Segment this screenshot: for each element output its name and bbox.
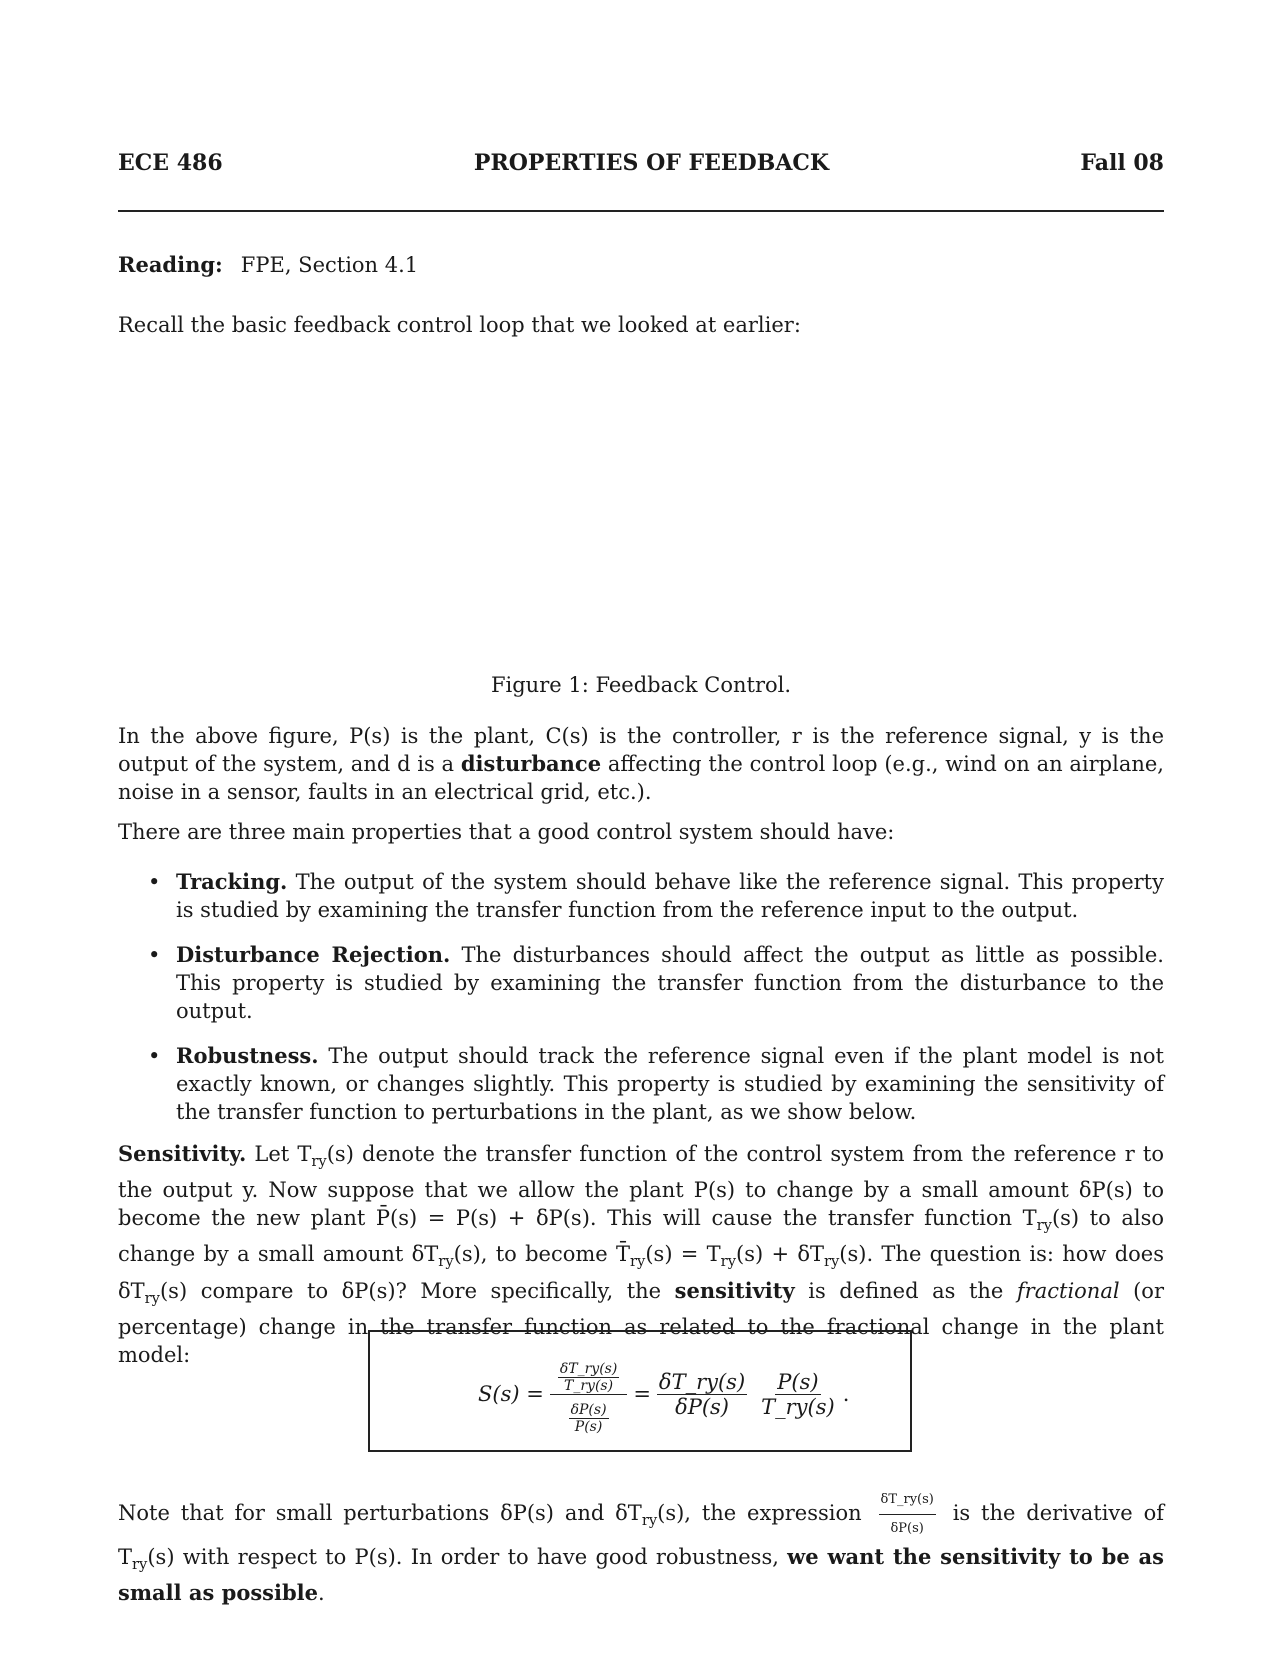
fraction-denominator: T_ry(s) — [761, 1394, 835, 1419]
intro-text: Recall the basic feedback control loop that we looked at earlier: — [118, 313, 801, 337]
subscript: ry — [630, 1253, 646, 1271]
nested-fraction — [550, 1354, 627, 1435]
header-rule — [118, 210, 1164, 212]
nested-fraction-numerator — [550, 1354, 627, 1395]
disturbance-term: disturbance — [460, 751, 602, 776]
reading-text: FPE, Section 4.1 — [240, 253, 419, 277]
property-text: The disturbances should affect the output as little as possible. This property is studied by examining the transfer function from the disturbance to the output. — [176, 943, 1164, 1023]
text-run: Note that for small perturbations δP(s) and δT — [118, 1501, 642, 1525]
paragraph-note — [118, 1486, 1164, 1607]
text-run: (s). The question is: how does δT — [118, 1242, 1164, 1303]
sensitivity-label: Sensitivity. — [118, 1141, 247, 1166]
equation-equals: = — [633, 1382, 651, 1406]
paragraph-plant — [118, 722, 1164, 806]
course-code: ECE 486 — [118, 150, 223, 176]
fraction-deltaT-over-deltaP — [657, 1370, 747, 1419]
reading-label: Reading: — [118, 252, 223, 277]
inline-fraction-denominator: δP(s) — [890, 1521, 924, 1536]
fraction-numerator: δT_ry(s) — [658, 1369, 746, 1394]
sensitivity-equation — [478, 1354, 849, 1434]
inner-bottom-den: P(s) — [574, 1418, 603, 1435]
reading-line — [118, 252, 418, 277]
text-run: (s) denote the transfer function of the control system from the reference r to the output y. Now suppose that we allow the plant P(s) to change by a small amount δP(s) to become the new plant P̄(s) = P(s) + δP(s). This will cause the transfer function T — [118, 1142, 1164, 1231]
list-item — [118, 941, 1164, 1025]
sensitivity-equation-box — [368, 1330, 912, 1452]
subscript: ry — [438, 1253, 454, 1271]
inline-fraction-numerator: δT_ry(s) — [879, 1486, 936, 1515]
subscript: ry — [311, 1153, 327, 1171]
fraction-denominator: δP(s) — [675, 1394, 729, 1419]
text-run: (s) compare to δP(s)? More specifically, the — [159, 1278, 675, 1303]
property-label: Disturbance Rejection. — [176, 942, 451, 967]
robustness-goal: we want the sensitivity to be as small as possible — [118, 1544, 1164, 1606]
fraction-P-over-T — [759, 1370, 837, 1419]
inner-top-num: δT_ry(s) — [559, 1360, 618, 1377]
text-run: (s) with respect to P(s). In order to have good robustness, — [147, 1545, 788, 1569]
equation-lhs: S(s) = — [478, 1382, 544, 1406]
text-run: (or percentage) change in the transfer function as related to the fractional change in the plant model: — [118, 1278, 1164, 1367]
text-run: (s) to also change by a small amount δT — [118, 1206, 1164, 1267]
properties-list — [118, 868, 1164, 1143]
text-run: . — [318, 1581, 325, 1606]
equation-period: . — [842, 1382, 850, 1406]
inline-fraction — [879, 1486, 936, 1543]
paragraph-plant-text-1: In the above figure, P(s) is the plant, C(s) is the controller, r is the reference signal, y is the output of the system, and d is a — [118, 724, 1164, 776]
list-item — [118, 1042, 1164, 1126]
figure-caption: Figure 1: Feedback Control. — [490, 673, 792, 697]
inner-fraction-bottom — [569, 1402, 609, 1435]
text-run: Let T — [254, 1142, 312, 1166]
page-header — [118, 150, 1164, 176]
sensitivity-term: sensitivity — [674, 1277, 795, 1303]
text-run: (s) + δT — [736, 1242, 824, 1267]
list-item — [118, 868, 1164, 924]
paragraph-plant-text-2: affecting the control loop (e.g., wind on an airplane, noise in a sensor, faults in an electrical grid, etc.). — [118, 752, 1164, 804]
text-run: (s), to become T̄ — [453, 1242, 631, 1267]
subscript: ry — [144, 1289, 160, 1307]
property-label: Robustness. — [176, 1043, 319, 1068]
nested-fraction-denominator — [561, 1395, 617, 1435]
paragraph-properties-intro: There are three main properties that a good control system should have: — [118, 820, 895, 844]
inner-top-den: T_ry(s) — [564, 1377, 614, 1394]
subscript: ry — [132, 1556, 148, 1574]
text-run: is the derivative of T — [118, 1501, 1164, 1569]
subscript: ry — [641, 1512, 658, 1530]
text-run: (s) = T — [645, 1242, 721, 1267]
subscript: ry — [1036, 1217, 1052, 1235]
document-title: PROPERTIES OF FEEDBACK — [473, 150, 830, 176]
text-run: (s), the expression — [657, 1501, 873, 1525]
inner-bottom-num: δP(s) — [570, 1401, 607, 1418]
text-run: is defined as the — [794, 1278, 1017, 1303]
subscript: ry — [823, 1253, 840, 1271]
fraction-numerator: P(s) — [777, 1369, 819, 1394]
fractional-term: fractional — [1016, 1278, 1120, 1303]
figure-placeholder — [118, 350, 1164, 660]
subscript: ry — [720, 1253, 736, 1271]
property-text: The output of the system should behave like the reference signal. This property is studied by examining the transfer function from the reference input to the output. — [176, 870, 1164, 922]
term-label: Fall 08 — [1080, 150, 1164, 176]
property-label: Tracking. — [176, 869, 288, 894]
inner-fraction-top — [558, 1361, 619, 1394]
property-text: The output should track the reference signal even if the plant model is not exactly known, or changes slightly. This property is studied by examining the sensitivity of the transfer function to perturbations in the plant, as we show below. — [176, 1044, 1164, 1124]
